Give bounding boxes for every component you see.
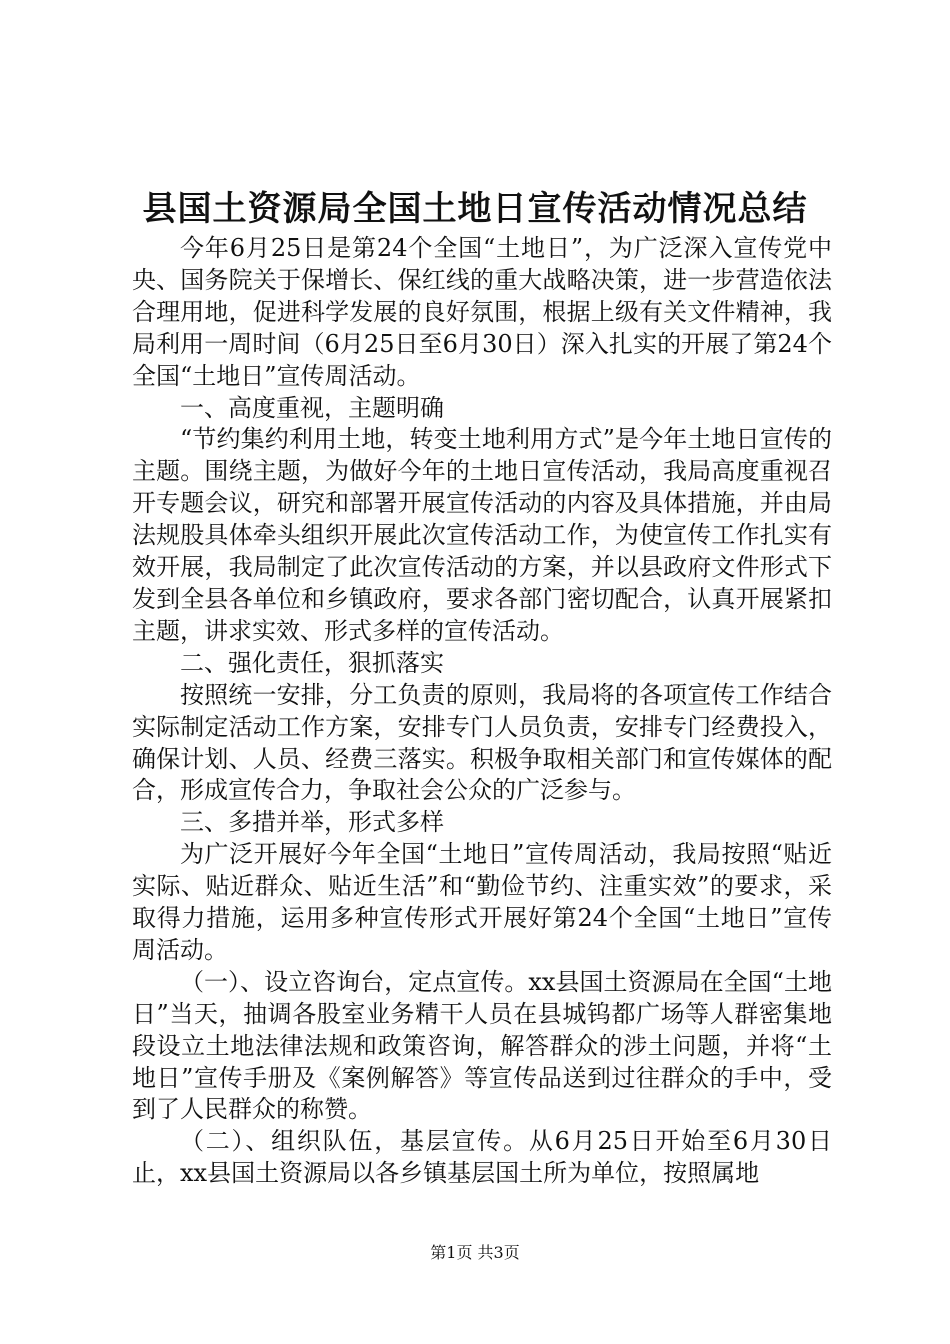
page-number-footer: 第1页 共3页 (430, 1243, 520, 1262)
section-heading-1: 一、高度重视，主题明确 (180, 393, 444, 422)
section-paragraph-2: 按照统一安排，分工负责的原则，我局将的各项宣传工作结合实际制定活动工作方案，安排专门人员负责，安排专门经费投入，确保计划、人员、经费三落实。积极争取相关部门和宣传媒体的配合，形成宣传合力，争取社会公众的广泛参与。 (132, 680, 832, 805)
section-paragraph-3: 为广泛开展好今年全国“土地日”宣传周活动，我局按照“贴近实际、贴近群众、贴近生活”和“勤俭节约、注重实效”的要求，采取得力措施，运用多种宣传形式开展好第24个全国“土地日”宣传周活动。 (132, 840, 832, 964)
document-title: 县国土资源局全国土地日宣传活动情况总结 (142, 189, 808, 229)
document-body (132, 233, 832, 1190)
section-heading-3: 三、多措并举，形式多样 (180, 808, 444, 837)
section-heading-2: 二、强化责任，狠抓落实 (180, 648, 444, 677)
intro-paragraph: 今年6月25日是第24个全国“土地日”，为广泛深入宣传党中央、国务院关于保增长、保红线的重大战略决策，进一步营造依法合理用地，促进科学发展的良好氛围，根据上级有关文件精神，我局利用一周时间（6月25日至6月30日）深入扎实的开展了第24个全国“土地日”宣传周活动。 (132, 234, 832, 390)
section-paragraph-1: “节约集约利用土地，转变土地利用方式”是今年土地日宣传的主题。围绕主题，为做好今年的土地日宣传活动，我局高度重视召开专题会议，研究和部署开展宣传活动的内容及具体措施，并由局法规股具体牵头组织开展此次宣传活动工作，为使宣传工作扎实有效开展，我局制定了此次宣传活动的方案，并以县政府文件形式下发到全县各单位和乡镇政府，要求各部门密切配合，认真开展紧扣主题，讲求实效、形式多样的宣传活动。 (132, 425, 832, 645)
subsection-paragraph-2: （二）、组织队伍，基层宣传。从6月25日开始至6月30日止，xx县国土资源局以各乡镇基层国土所为单位，按照属地 (132, 1127, 832, 1188)
subsection-paragraph-1: （一）、设立咨询台，定点宣传。xx县国土资源局在全国“土地日”当天，抽调各股室业务精干人员在县城钨都广场等人群密集地段设立土地法律法规和政策咨询，解答群众的涉土问题，并将“土地日”宣传手册及《案例解答》等宣传品送到过往群众的手中，受到了人民群众的称赞。 (132, 967, 832, 1124)
